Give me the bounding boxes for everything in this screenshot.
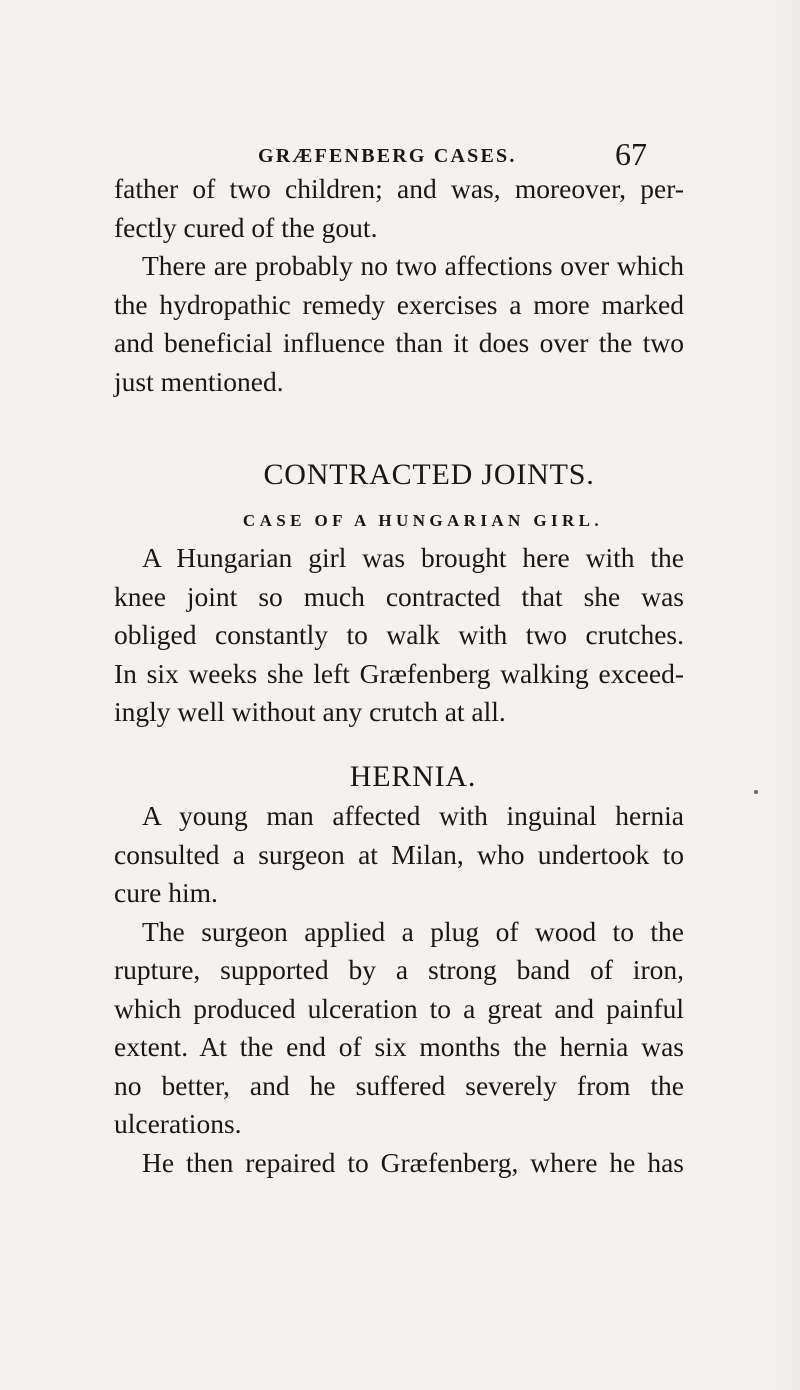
section-heading-hernia: HERNIA. bbox=[349, 760, 477, 793]
text-line: cure him. bbox=[114, 877, 218, 908]
text-line: ingly well without any crutch at all. bbox=[114, 696, 506, 727]
paragraph-hungarian-girl bbox=[114, 539, 684, 732]
text-line: extent. At the end of six months the hernia was bbox=[114, 1031, 684, 1062]
running-header bbox=[258, 136, 647, 172]
text-line: consulted a surgeon at Milan, who undertook to bbox=[114, 838, 684, 870]
paragraph-hernia bbox=[114, 797, 684, 1182]
text-line: knee joint so much contracted that she was bbox=[114, 580, 684, 612]
text-line: father of two children; and was, moreover, per- bbox=[114, 173, 684, 204]
text-line: He then repaired to Græfenberg, where he has bbox=[142, 1146, 684, 1178]
text-line: The surgeon applied a plug of wood to the bbox=[142, 915, 684, 947]
text-line: obliged constantly to walk with two crutches. bbox=[114, 619, 684, 650]
text-line: In six weeks she left Græfenberg walking exceed- bbox=[114, 657, 684, 689]
section-subheading-case: CASE OF A HUNGARIAN GIRL. bbox=[242, 511, 604, 530]
text-line: There are probably no two affections over which bbox=[142, 250, 684, 281]
running-title: GRÆFENBERG CASES. bbox=[258, 145, 517, 167]
text-line: no better, and he suffered severely from the bbox=[114, 1069, 684, 1101]
text-line: rupture, supported by a strong band of iron, bbox=[114, 954, 684, 985]
section-heading-contracted-joints: CONTRACTED JOINTS. bbox=[263, 458, 595, 491]
text-line: A young man affected with inguinal hernia bbox=[142, 800, 684, 831]
text-line: the hydropathic remedy exercises a more marked bbox=[114, 288, 684, 320]
margin-mark bbox=[754, 790, 758, 794]
text-line: A Hungarian girl was brought here with the bbox=[142, 542, 684, 573]
text-line: just mentioned. bbox=[114, 365, 284, 397]
page-number: 67 bbox=[615, 136, 647, 172]
text-line: which produced ulceration to a great and painful bbox=[114, 992, 684, 1024]
text-line: ulcerations. bbox=[114, 1108, 242, 1139]
paragraph-opening bbox=[114, 170, 684, 401]
page-bend-shadow bbox=[770, 0, 800, 1390]
text-line: and beneficial influence than it does over the two bbox=[114, 327, 684, 358]
text-line: fectly cured of the gout. bbox=[114, 211, 378, 243]
